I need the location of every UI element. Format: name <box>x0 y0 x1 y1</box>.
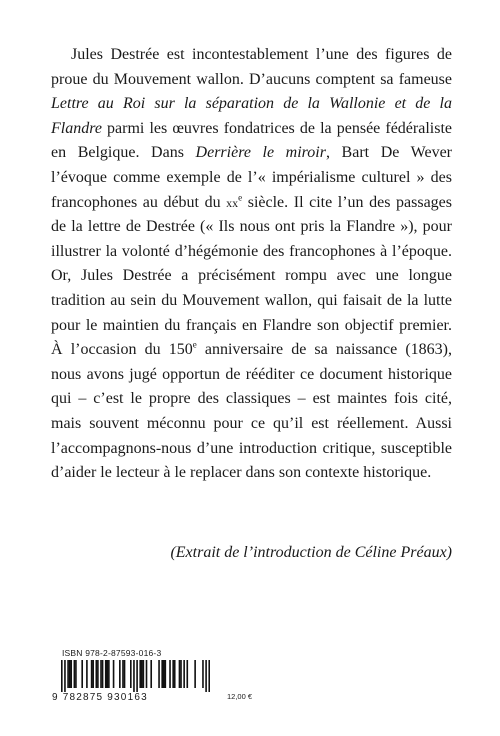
barcode-bar <box>143 660 145 688</box>
superscript: e <box>192 339 197 350</box>
book-title-italic: Flandre <box>51 119 102 137</box>
barcode-bar <box>106 660 108 688</box>
text-line: Jules Destrée est incontestablement l’une des figures de <box>71 46 452 63</box>
barcode-bar <box>75 660 77 688</box>
barcode-bar <box>133 660 135 692</box>
text-fragment: en Belgique. Dans <box>51 144 196 162</box>
barcode-bar <box>194 660 196 688</box>
century-numeral: xx <box>226 195 239 210</box>
text-line: Or, Jules Destrée a précisément rompu avec une longue <box>51 267 452 285</box>
barcode-digits: 9 782875 930163 <box>52 692 148 703</box>
barcode-bar <box>92 660 94 688</box>
barcode-bar <box>113 660 115 688</box>
attribution: (Extrait de l’introduction de Céline Préaux) <box>170 544 452 561</box>
barcode-bar <box>163 660 165 688</box>
barcode-bar <box>105 660 107 688</box>
barcode-bar <box>172 660 174 688</box>
text-line <box>51 191 452 216</box>
barcode-bar <box>97 660 99 688</box>
barcode-bar <box>130 660 132 688</box>
text-line: l’accompagnons-nous d’une introduction critique, susceptible <box>51 439 452 457</box>
text-line: illustrer la volonté d’hégémonie des francophones à l’époque. <box>51 242 452 260</box>
barcode-bar <box>124 660 126 688</box>
barcode-bar <box>186 660 188 688</box>
barcode-bar <box>158 660 160 688</box>
text-line: qui – c’est le propre des classiques – est maintes fois cité, <box>51 390 452 408</box>
barcode-bar <box>108 660 110 688</box>
barcode-bar <box>102 660 104 688</box>
barcode-bar <box>86 660 88 688</box>
back-cover-blurb <box>51 43 452 486</box>
barcode-bar <box>146 660 148 688</box>
blurb-paragraph <box>51 43 452 486</box>
barcode-bar <box>70 660 72 688</box>
text-line <box>51 141 452 166</box>
text-line: de la lettre de Destrée (« Ils nous ont pris la Flandre »), pour <box>51 218 452 236</box>
barcode-bar <box>69 660 71 688</box>
text-fragment: , Bart De Wever <box>325 144 453 162</box>
text-fragment: francophones au début du <box>51 193 227 211</box>
barcode-bar <box>64 660 66 692</box>
text-fragment: siècle. Il cite l’un des passages <box>242 193 452 211</box>
text-line: proue du Mouvement wallon. D’aucuns comptent sa fameuse <box>51 70 452 88</box>
isbn-label: ISBN 978-2-87593-016-3 <box>62 648 162 658</box>
text-line: pour le maintien du français en Flandre son objectif premier. <box>51 316 452 334</box>
barcode-bar <box>165 660 167 688</box>
text-fragment: parmi les œuvres fondatrices de la pensée fédéraliste <box>101 119 452 137</box>
barcode-bar <box>61 660 63 692</box>
text-line: nous avons jugé opportun de rééditer ce document historique <box>51 365 452 383</box>
barcode-bar <box>67 660 69 688</box>
barcode-bar <box>122 660 124 688</box>
barcode-bar <box>208 660 210 692</box>
text-line: mais souvent méconnu pour ce qu’il est réellement. Aussi <box>51 414 452 432</box>
barcode-bar <box>100 660 102 688</box>
barcode-bar <box>81 660 83 688</box>
text-line <box>51 117 452 142</box>
text-fragment: anniversaire de sa naissance (1863), <box>196 341 452 359</box>
price: 12,00 € <box>227 692 253 701</box>
barcode-bar <box>183 660 185 688</box>
barcode-bar <box>136 660 138 692</box>
barcode-bar <box>202 660 204 688</box>
text-line: l’évoque comme exemple de l’« impérialisme culturel » des <box>51 168 452 186</box>
barcode-bar <box>139 660 141 688</box>
barcode-bar <box>141 660 143 688</box>
superscript: e <box>238 192 243 203</box>
barcode-bar <box>91 660 93 688</box>
barcode-bar <box>205 660 207 692</box>
barcode-bar <box>179 660 181 688</box>
text-fragment: À l’occasion du 150 <box>51 341 193 359</box>
book-title-italic: Derrière le miroir <box>195 144 326 162</box>
text-line <box>51 338 452 363</box>
barcode-bar <box>169 660 171 688</box>
barcode-bar <box>150 660 152 688</box>
barcode-bar <box>180 660 182 688</box>
barcode-bar <box>74 660 76 688</box>
barcode-area <box>51 648 451 708</box>
book-title-italic: Lettre au Roi sur la séparation de la Wallonie et de la <box>51 95 452 113</box>
text-line: d’aider le lecteur à le replacer dans son contexte historique. <box>51 464 432 482</box>
barcode-bar <box>119 660 121 688</box>
text-line <box>51 92 452 117</box>
barcode-bar <box>174 660 176 688</box>
barcode-bar <box>161 660 163 688</box>
text-line: tradition au sein du Mouvement wallon, qui faisait de la lutte <box>51 291 452 309</box>
barcode-bar <box>96 660 98 688</box>
barcode-icon <box>61 660 210 692</box>
